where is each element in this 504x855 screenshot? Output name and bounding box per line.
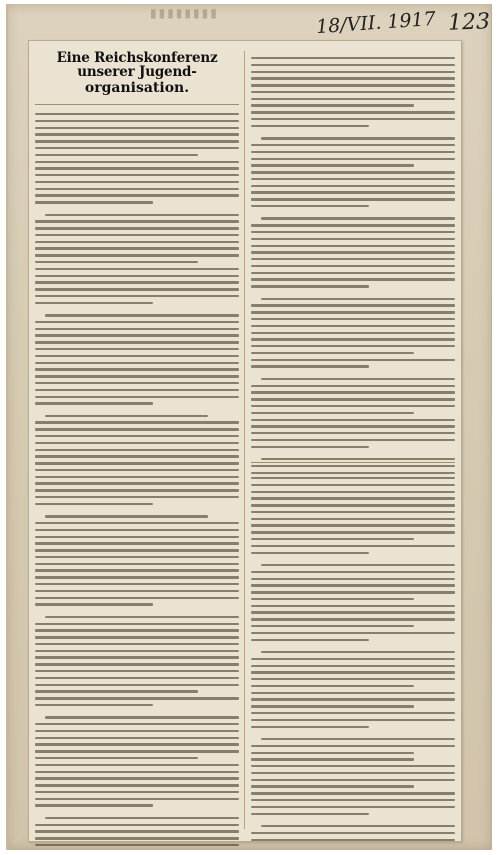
text-line <box>251 385 455 387</box>
text-line <box>35 563 239 565</box>
text-line <box>35 569 239 571</box>
text-line <box>35 677 239 679</box>
section-rule <box>251 462 455 463</box>
text-line <box>251 598 414 600</box>
text-line <box>251 484 455 486</box>
body-text-lines <box>251 477 455 841</box>
text-line <box>35 227 239 229</box>
text-line <box>251 639 369 641</box>
text-line <box>35 348 239 350</box>
text-line <box>251 91 455 93</box>
text-line <box>35 730 239 732</box>
text-line <box>251 497 455 499</box>
text-line <box>261 738 455 740</box>
text-line <box>35 583 239 585</box>
text-line <box>35 154 198 156</box>
text-line <box>251 658 455 660</box>
text-line <box>35 663 239 665</box>
text-line <box>261 378 455 380</box>
text-line <box>251 125 369 127</box>
text-line <box>251 552 369 554</box>
text-line <box>251 745 455 747</box>
text-line <box>35 428 239 430</box>
text-line <box>251 839 455 841</box>
text-line <box>35 650 239 652</box>
text-line <box>251 705 414 707</box>
text-line <box>251 772 455 774</box>
text-line <box>251 446 369 448</box>
text-line <box>35 220 239 222</box>
text-line <box>251 104 414 106</box>
text-line <box>35 737 239 739</box>
text-line <box>251 205 369 207</box>
text-line <box>251 806 455 808</box>
article-column-left <box>35 49 239 831</box>
text-line <box>251 545 455 547</box>
text-line <box>251 311 455 313</box>
text-line <box>35 757 198 759</box>
text-line <box>251 272 455 274</box>
text-line <box>35 556 239 558</box>
text-line <box>35 120 239 122</box>
text-line <box>35 469 239 471</box>
newspaper-clipping <box>28 40 462 842</box>
text-line <box>35 268 239 270</box>
text-line <box>35 771 239 773</box>
headline-line-2: organisation. <box>84 80 190 97</box>
text-line <box>251 665 455 667</box>
text-line <box>251 671 455 673</box>
text-line <box>35 389 239 391</box>
text-line <box>251 584 455 586</box>
text-line <box>35 837 239 839</box>
text-line <box>251 425 455 427</box>
text-line <box>251 591 455 593</box>
text-line <box>35 161 239 163</box>
text-line <box>251 785 414 787</box>
body-text-lines <box>35 113 239 846</box>
text-line <box>35 643 239 645</box>
text-line <box>45 716 239 718</box>
text-line <box>35 295 239 297</box>
text-line <box>261 825 455 827</box>
text-line <box>251 158 455 160</box>
body-text-lines <box>251 57 455 474</box>
text-line <box>251 365 369 367</box>
text-line <box>251 518 455 520</box>
text-line <box>35 201 153 203</box>
text-line <box>35 549 239 551</box>
text-line <box>35 167 239 169</box>
text-line <box>35 489 239 491</box>
text-line <box>35 542 239 544</box>
text-line <box>35 704 153 706</box>
text-line <box>45 415 208 417</box>
text-line <box>251 304 455 306</box>
text-line <box>251 278 455 280</box>
text-line <box>35 133 239 135</box>
text-line <box>35 482 239 484</box>
text-line <box>251 391 455 393</box>
text-line <box>251 719 455 721</box>
text-line <box>35 368 239 370</box>
text-line <box>261 298 455 300</box>
text-line <box>35 536 239 538</box>
text-line <box>251 398 455 400</box>
article-column-right <box>251 49 455 459</box>
text-line <box>35 241 239 243</box>
text-line <box>261 137 455 139</box>
text-line <box>251 98 455 100</box>
text-line <box>45 515 208 517</box>
text-line <box>35 302 153 304</box>
article-headline <box>35 49 239 105</box>
text-line <box>251 832 455 834</box>
text-line <box>35 435 239 437</box>
text-line <box>35 629 239 631</box>
text-line <box>35 321 239 323</box>
text-line <box>251 185 455 187</box>
column-divider <box>244 51 245 829</box>
text-line <box>251 164 414 166</box>
text-line <box>35 750 239 752</box>
text-line <box>251 251 455 253</box>
text-line <box>35 476 239 478</box>
text-line <box>35 690 198 692</box>
text-line <box>251 352 414 354</box>
text-line <box>35 798 239 800</box>
text-line <box>251 618 455 620</box>
text-line <box>251 477 455 479</box>
text-line <box>35 844 239 846</box>
text-line <box>251 231 455 233</box>
text-line <box>251 171 455 173</box>
text-line <box>35 247 239 249</box>
text-line <box>251 198 455 200</box>
text-line <box>35 462 239 464</box>
text-line <box>261 651 455 653</box>
text-line <box>251 712 455 714</box>
headline-line-1: Eine Reichskonferenz unserer Jugend- <box>56 50 218 81</box>
text-line <box>35 784 239 786</box>
text-line <box>35 791 239 793</box>
text-line <box>35 597 239 599</box>
text-line <box>35 113 239 115</box>
text-line <box>45 616 239 618</box>
text-line <box>251 779 455 781</box>
text-line <box>251 338 455 340</box>
text-line <box>35 603 153 605</box>
text-line <box>35 188 239 190</box>
text-line <box>261 217 455 219</box>
text-line <box>35 623 239 625</box>
text-line <box>35 697 239 699</box>
text-line <box>35 194 239 196</box>
text-line <box>35 355 239 357</box>
handwritten-number: 123 <box>447 9 491 36</box>
text-line <box>251 813 369 815</box>
text-line <box>251 531 455 533</box>
text-line <box>35 402 153 404</box>
text-line <box>35 421 239 423</box>
text-line <box>35 442 239 444</box>
text-line <box>45 214 239 216</box>
text-line <box>251 359 455 361</box>
text-line <box>251 611 455 613</box>
text-line <box>35 496 239 498</box>
text-line <box>35 147 239 149</box>
text-line <box>251 118 455 120</box>
text-line <box>35 140 239 142</box>
text-line <box>251 332 455 334</box>
text-line <box>251 345 455 347</box>
text-line <box>35 362 239 364</box>
text-line <box>35 670 239 672</box>
text-line <box>35 261 198 263</box>
text-line <box>261 458 455 460</box>
text-line <box>35 743 239 745</box>
text-line <box>251 432 455 434</box>
text-line <box>251 726 369 728</box>
text-line <box>35 522 239 524</box>
text-line <box>35 590 239 592</box>
text-line <box>35 181 239 183</box>
text-line <box>35 288 239 290</box>
text-line <box>35 449 239 451</box>
text-line <box>251 111 455 113</box>
text-line <box>251 238 455 240</box>
text-line <box>251 538 414 540</box>
text-line <box>251 632 455 634</box>
text-line <box>35 234 239 236</box>
text-line <box>251 765 455 767</box>
text-line <box>251 325 455 327</box>
text-line <box>251 71 455 73</box>
text-line <box>35 830 239 832</box>
text-line <box>251 144 455 146</box>
text-line <box>251 625 414 627</box>
text-line <box>251 224 455 226</box>
text-line <box>35 375 239 377</box>
text-line <box>35 328 239 330</box>
text-line <box>35 636 239 638</box>
text-line <box>261 564 455 566</box>
text-line <box>35 777 239 779</box>
text-line <box>251 698 455 700</box>
text-line <box>35 174 239 176</box>
text-line <box>251 285 369 287</box>
text-line <box>45 817 239 819</box>
text-line <box>251 258 455 260</box>
text-line <box>251 524 455 526</box>
text-line <box>251 692 455 694</box>
text-line <box>251 465 455 467</box>
handwritten-date: 18/VII. 1917 <box>315 7 437 39</box>
text-line <box>35 764 239 766</box>
text-line <box>35 275 239 277</box>
text-line <box>251 578 455 580</box>
text-line <box>35 684 239 686</box>
faint-stamp-mark: ▮▮▮▮▮▮▮▮ <box>150 6 219 20</box>
text-line <box>251 318 455 320</box>
text-line <box>35 334 239 336</box>
text-line <box>35 281 239 283</box>
text-line <box>251 491 455 493</box>
text-line <box>251 605 455 607</box>
text-line <box>35 529 239 531</box>
text-line <box>251 511 455 513</box>
text-line <box>251 265 455 267</box>
text-line <box>35 382 239 384</box>
text-line <box>251 419 455 421</box>
text-line <box>251 504 455 506</box>
text-line <box>251 752 414 754</box>
text-line <box>251 57 455 59</box>
text-line <box>251 685 414 687</box>
text-line <box>251 178 455 180</box>
text-line <box>35 656 239 658</box>
text-line <box>251 412 414 414</box>
text-line <box>35 804 153 806</box>
text-line <box>35 455 239 457</box>
text-line <box>35 127 239 129</box>
text-line <box>251 84 455 86</box>
text-line <box>35 396 239 398</box>
text-line <box>251 678 455 680</box>
text-line <box>251 571 455 573</box>
text-line <box>251 792 455 794</box>
article-column-right-continued <box>251 469 455 831</box>
text-line <box>45 314 239 316</box>
text-line <box>251 191 455 193</box>
text-line <box>251 245 455 247</box>
text-line <box>35 341 239 343</box>
text-line <box>251 77 455 79</box>
text-line <box>35 723 239 725</box>
text-line <box>251 64 455 66</box>
text-line <box>251 799 455 801</box>
text-line <box>35 824 239 826</box>
text-line <box>251 439 455 441</box>
text-line <box>35 503 153 505</box>
text-line <box>251 405 455 407</box>
text-line <box>35 254 239 256</box>
text-line <box>35 576 239 578</box>
text-line <box>251 758 414 760</box>
text-line <box>251 151 455 153</box>
